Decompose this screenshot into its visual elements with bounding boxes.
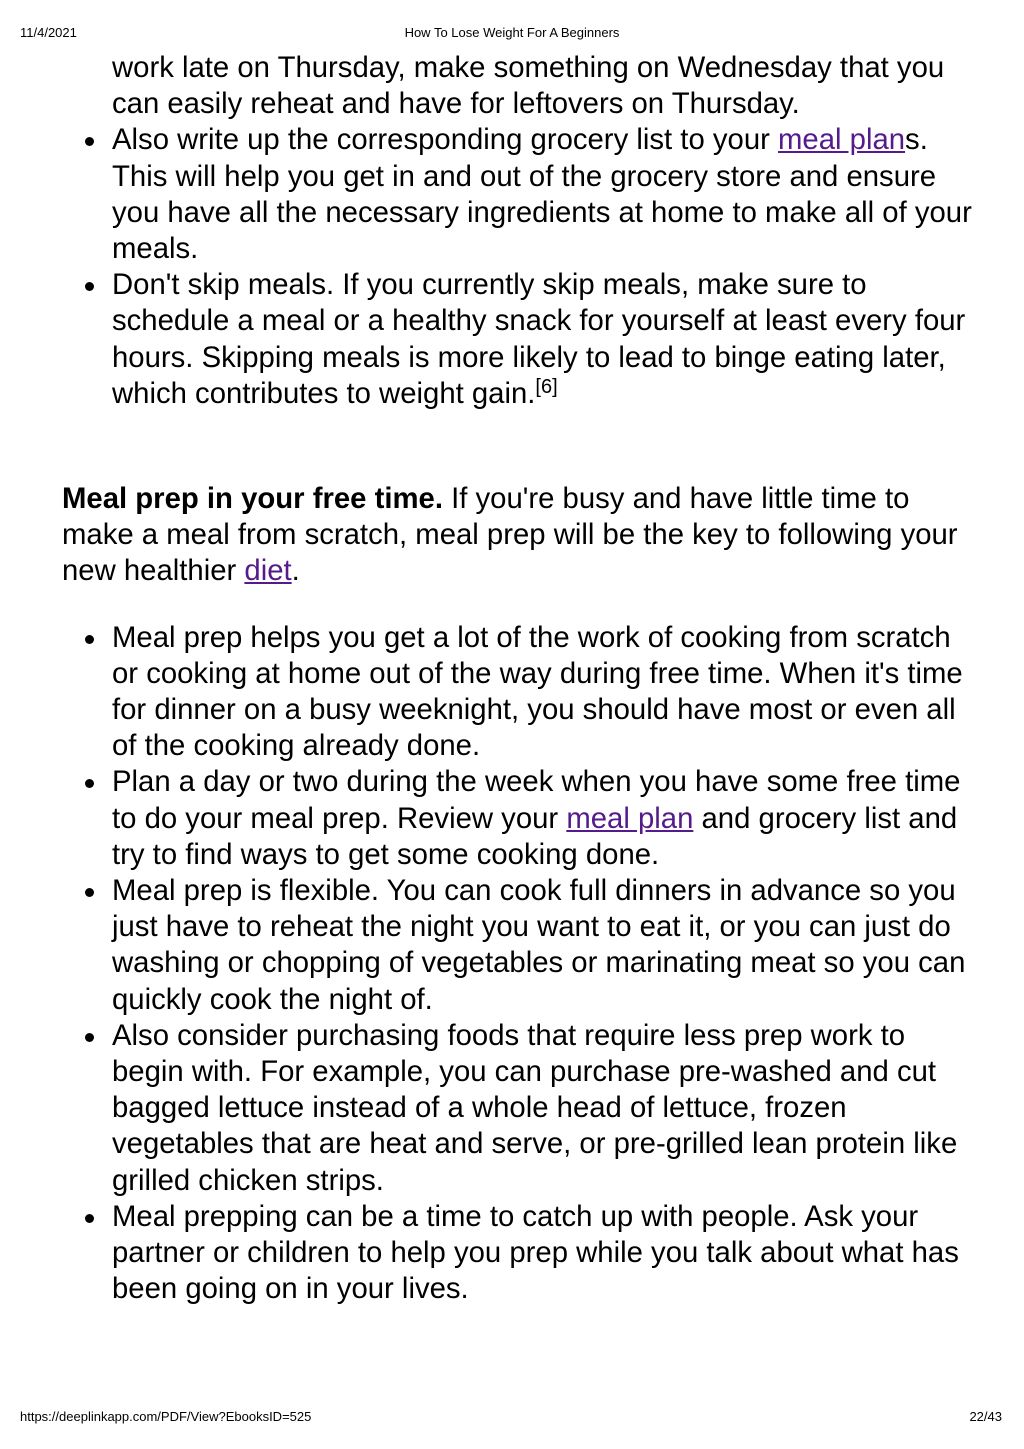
page-number: 22/43 bbox=[969, 1409, 1002, 1424]
citation-ref: [6] bbox=[535, 375, 558, 398]
list-item: Meal prep helps you get a lot of the work of cooking from scratch or cooking at home out of the way during free time. When it's time for dinner on a busy weeknight, you should have most or even all of the cooking already done. bbox=[112, 620, 982, 765]
list-item: Meal prep is flexible. You can cook full dinners in advance so you just have to reheat the night you want to eat it, or you can just do washing or chopping of vegetables or marinating meat so you can quickly cook the night of. bbox=[112, 873, 982, 1018]
diet-link[interactable]: diet bbox=[244, 554, 292, 588]
meal-plan-link-2[interactable]: meal plan bbox=[566, 801, 694, 835]
list-item: Also write up the corresponding grocery list to your meal plans. This will help you get in and out of the grocery store and ensure you have all the necessary ingredients at home to make all of your meals. bbox=[112, 122, 982, 267]
list-item: Don't skip meals. If you currently skip meals, make sure to schedule a meal or a healthy snack for yourself at least every four hours. Skipping meals is more likely to lead to binge eating later, which contributes to weight gain.[6] bbox=[112, 267, 982, 412]
section-paragraph: Meal prep in your free time. If you're busy and have little time to make a meal from scratch, meal prep will be the key to following your new healthier diet. bbox=[62, 482, 958, 588]
source-url: https://deeplinkapp.com/PDF/View?EbooksID=525 bbox=[20, 1409, 312, 1424]
list-item: Also consider purchasing foods that require less prep work to begin with. For example, you can purchase pre-washed and cut bagged lettuce instead of a whole head of lettuce, frozen vegetables that are heat and serve, or pre-grilled lean protein like grilled chicken strips. bbox=[112, 1018, 982, 1199]
list-item: Meal prepping can be a time to catch up with people. Ask your partner or children to help you prep while you talk about what has been going on in your lives. bbox=[112, 1199, 982, 1308]
tips-list-1 bbox=[62, 50, 982, 412]
tips-list-2 bbox=[62, 620, 982, 1308]
section-heading: Meal prep in your free time. bbox=[62, 482, 443, 516]
document-content bbox=[62, 50, 982, 1308]
list-item-continuation: work late on Thursday, make something on Wednesday that you can easily reheat and have for leftovers on Thursday. bbox=[112, 51, 945, 121]
list-item: Plan a day or two during the week when you have some free time to do your meal prep. Review your meal plan and grocery list and try to find ways to get some cooking done. bbox=[112, 764, 982, 873]
meal-plan-link[interactable]: meal plan bbox=[778, 123, 906, 157]
print-date: 11/4/2021 bbox=[20, 25, 77, 40]
page-title: How To Lose Weight For A Beginners bbox=[404, 25, 620, 40]
